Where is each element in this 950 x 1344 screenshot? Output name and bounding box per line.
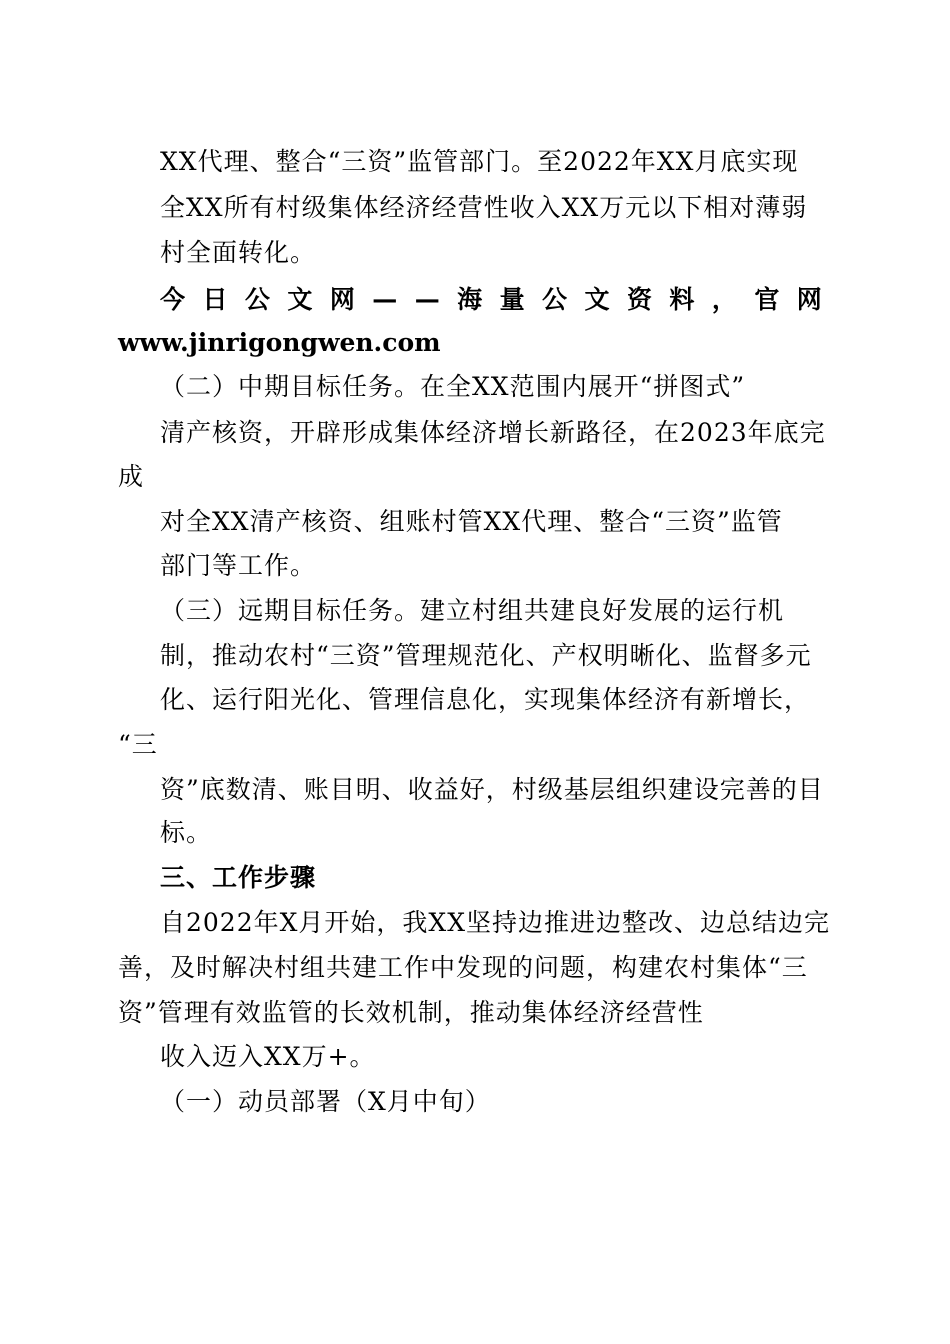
ad-char: 料	[669, 285, 695, 314]
subsection-heading: （一）动员部署（X月中旬）	[160, 1087, 491, 1116]
ad-char: 资	[626, 285, 652, 314]
body-line-8: 部门等工作。	[160, 551, 317, 580]
ad-char: ，	[711, 285, 737, 314]
body-line-4: （二）中期目标任务。在全XX范围内展开“拼图式”	[160, 372, 746, 401]
watermark-ad-line	[160, 285, 822, 315]
ad-char: 今	[160, 285, 186, 314]
body-line-15: 自2022年X月开始，我XX坚持边推进边整改、边总结边完	[160, 908, 831, 937]
ad-char: 文	[584, 285, 610, 314]
body-line-5: 清产核资，开辟形成集体经济增长新路径，在2023年底完	[160, 418, 826, 447]
body-line-3: 村全面转化。	[160, 238, 317, 267]
ad-char: 日	[202, 285, 228, 314]
body-line-7: 对全XX清产核资、组账村管XX代理、整合“三资”监管	[160, 507, 783, 536]
body-line-14: 标。	[160, 818, 213, 847]
body-line-12: “三	[118, 730, 158, 759]
ad-char: —	[372, 285, 398, 314]
body-line-2: 全XX所有村级集体经济经营性收入XX万元以下相对薄弱	[160, 193, 808, 222]
ad-char: 量	[499, 285, 525, 314]
section-heading: 三、工作步骤	[160, 863, 317, 892]
body-line-18: 收入迈入XX万+。	[160, 1042, 376, 1071]
ad-char: 海	[457, 285, 483, 314]
ad-char: 文	[287, 285, 313, 314]
ad-char: 网	[796, 285, 822, 314]
ad-char: 网	[329, 285, 355, 314]
ad-char: 公	[244, 285, 270, 314]
body-line-6: 成	[118, 462, 145, 491]
body-line-13: 资”底数清、账目明、收益好，村级基层组织建设完善的目	[160, 775, 824, 804]
body-line-9: （三）远期目标任务。建立村组共建良好发展的运行机	[160, 596, 785, 625]
body-line-1: XX代理、整合“三资”监管部门。至2022年XX月底实现	[160, 147, 799, 176]
watermark-url: www.jinrigongwen.com	[118, 328, 441, 357]
ad-char: —	[414, 285, 440, 314]
body-line-10: 制，推动农村“三资”管理规范化、产权明晰化、监督多元	[160, 641, 812, 670]
body-line-17: 资”管理有效监管的长效机制，推动集体经济经营性	[118, 998, 704, 1027]
body-line-16: 善，及时解决村组共建工作中发现的问题，构建农村集体“三	[118, 953, 808, 982]
body-line-11: 化、运行阳光化、管理信息化，实现集体经济有新增长，	[160, 685, 811, 714]
ad-char: 公	[542, 285, 568, 314]
ad-char: 官	[754, 285, 780, 314]
